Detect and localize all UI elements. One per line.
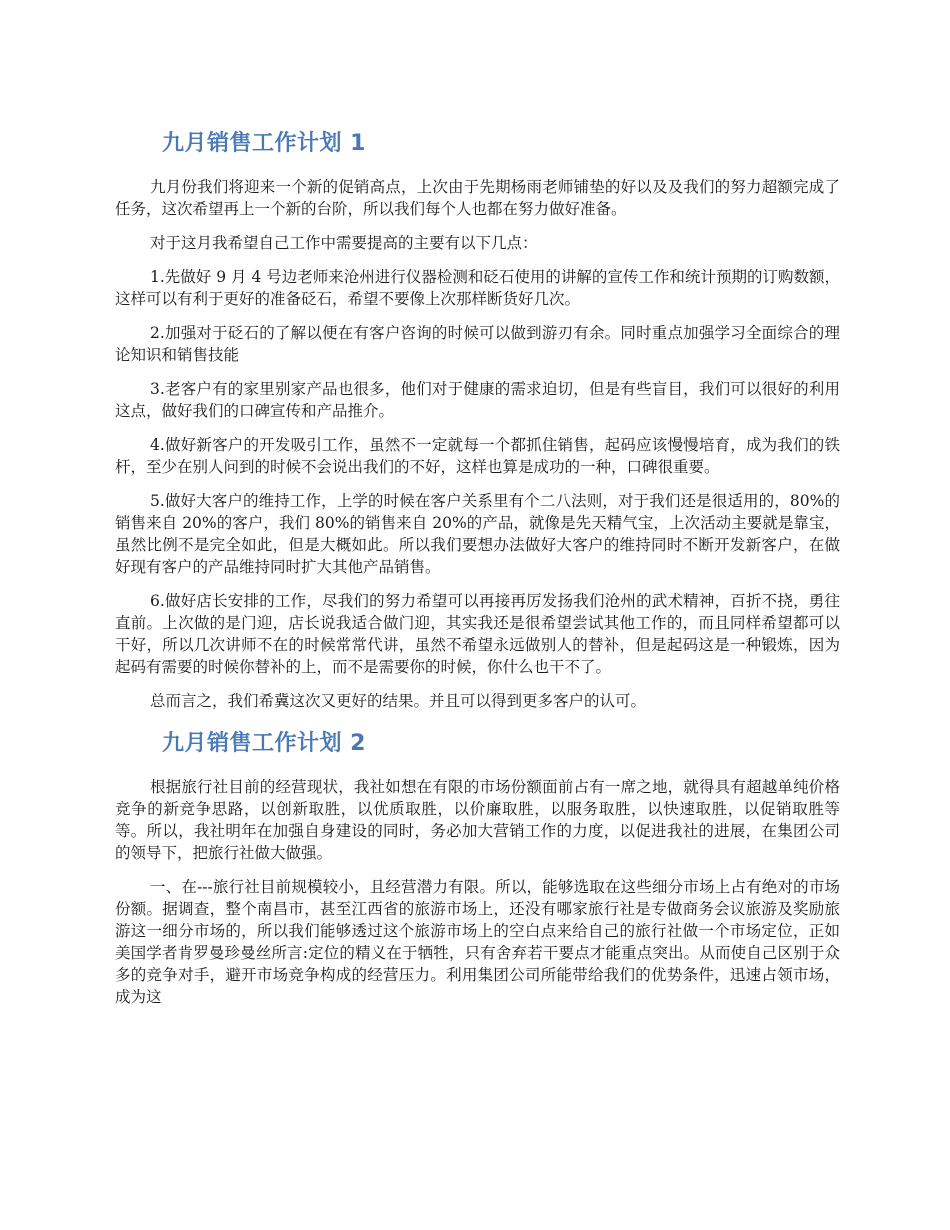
section-1-paragraph-5: 3.老客户有的家里别家产品也很多，他们对于健康的需求迫切，但是有些盲目，我们可以很好的利用这点，做好我们的口碑宣传和产品推介。	[115, 380, 840, 420]
section-2-paragraph-2: 一、在---旅行社目前规模较小，且经营潜力有限。所以，能够选取在这些细分市场上占有绝对的市场份额。据调查，整个南昌市，甚至江西省的旅游市场上，还没有哪家旅行社是专做商务会议旅游及奖励旅游这一细分市场的，所以我们能够透过这个旅游市场上的空白点来给自己的旅行社做一个市场定位，正如美国学者肯罗曼珍曼丝所言:定位的精义在于牺牲，只有舍弃若干要点才能重点突出。从而使自己区别于众多的竞争对手，避开市场竞争构成的经营压力。利用集团公司所能带给我们的优势条件，迅速占领市场，成为这	[115, 878, 840, 1006]
section-1-paragraph-4: 2.加强对于砭石的了解以便在有客户咨询的时候可以做到游刃有余。同时重点加强学习全面综合的理论知识和销售技能	[115, 324, 840, 364]
section-2	[115, 722, 840, 1008]
section-1-title: 九月销售工作计划 1	[162, 131, 366, 156]
section-1-paragraph-8: 6.做好店长安排的工作，尽我们的努力希望可以再接再厉发扬我们沧州的武术精神，百折不挠，勇往直前。上次做的是门迎，店长说我适合做门迎，其实我还是很希望尝试其他工作的，而且同样希望都可以干好，所以几次讲师不在的时候常常代讲，虽然不希望永远做别人的替补，但是起码这是一种锻炼，因为起码有需要的时候你替补的上，而不是需要你的时候，你什么也干不了。	[115, 592, 840, 676]
section-1-paragraph-3: 1.先做好 9 月 4 号边老师来沧州进行仪器检测和砭石使用的讲解的宣传工作和统计预期的订购数额，这样可以有利于更好的准备砭石，希望不要像上次那样断货好几次。	[115, 268, 840, 308]
section-1-paragraph-9: 总而言之，我们希冀这次又更好的结果。并且可以得到更多客户的认可。	[150, 692, 647, 710]
section-1-paragraph-1: 九月份我们将迎来一个新的促销高点，上次由于先期杨雨老师铺垫的好以及及我们的努力超额完成了任务，这次希望再上一个新的台阶，所以我们每个人也都在努力做好准备。	[115, 178, 840, 218]
section-2-title: 九月销售工作计划 2	[162, 731, 366, 756]
section-1-paragraph-7: 5.做好大客户的维持工作，上学的时候在客户关系里有个二八法则，对于我们还是很适用的，80%的销售来自 20%的客户，我们 80%的销售来自 20%的产品，就像是先天精气宝，上次活动主要就是靠宝，虽然比例不是完全如此，但是大概如此。所以我们要想办法做好大客户的维持同时不断开发新客户，在做好现有客户的产品维持同时扩大其他产品销售。	[115, 492, 840, 576]
section-2-paragraph-1: 根据旅行社目前的经营现状，我社如想在有限的市场份额面前占有一席之地，就得具有超越单纯价格竞争的新竞争思路，以创新取胜，以优质取胜，以价廉取胜，以服务取胜，以快速取胜，以促销取胜等等。所以，我社明年在加强自身建设的同时，务必加大营销工作的力度，以促进我社的进展，在集团公司的领导下，把旅行社做大做强。	[115, 778, 840, 862]
document-page	[115, 122, 840, 1020]
section-1-paragraph-2: 对于这月我希望自己工作中需要提高的主要有以下几点：	[150, 234, 538, 252]
section-1-paragraph-6: 4.做好新客户的开发吸引工作，虽然不一定就每一个都抓住销售，起码应该慢慢培育，成为我们的铁杆，至少在别人问到的时候不会说出我们的不好，这样也算是成功的一种，口碑很重要。	[115, 436, 840, 476]
section-1	[115, 122, 840, 712]
